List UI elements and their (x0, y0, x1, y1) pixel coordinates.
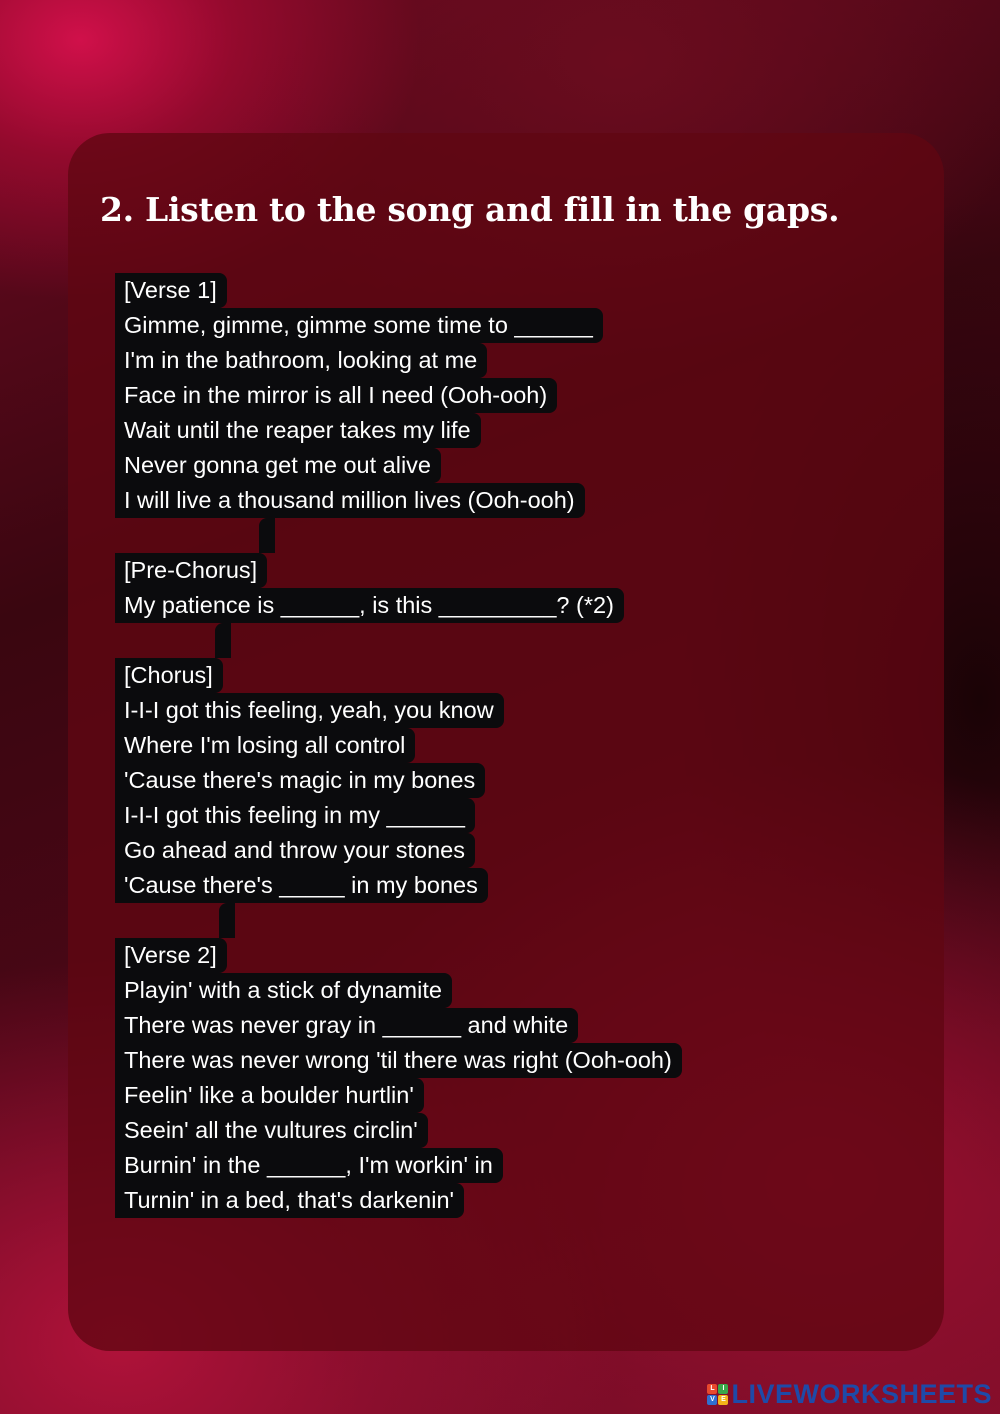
lyric-line: Seein' all the vultures circlin' (115, 1113, 428, 1148)
lyric-line: Feelin' like a boulder hurtlin' (115, 1078, 424, 1113)
lyric-line: [Verse 2] (115, 938, 227, 973)
logo-tile: I (718, 1384, 728, 1394)
logo-tile: E (718, 1395, 728, 1405)
lyric-line: Burnin' in the ______, I'm workin' in (115, 1148, 503, 1183)
lyric-line: Where I'm losing all control (115, 728, 415, 763)
lyric-blank-line (115, 623, 141, 658)
lyric-line: Turnin' in a bed, that's darkenin' (115, 1183, 464, 1218)
lyrics-block (115, 273, 682, 1218)
lyric-line: Face in the mirror is all I need (Ooh-ooh) (115, 378, 557, 413)
lyric-line: There was never gray in ______ and white (115, 1008, 578, 1043)
lyric-line: I will live a thousand million lives (Ooh-ooh) (115, 483, 585, 518)
logo-tile: L (707, 1384, 717, 1394)
lyric-line: 'Cause there's _____ in my bones (115, 868, 488, 903)
lyric-line: [Verse 1] (115, 273, 227, 308)
liveworksheets-watermark (707, 1379, 992, 1410)
lyric-line: Playin' with a stick of dynamite (115, 973, 452, 1008)
lyric-line: Gimme, gimme, gimme some time to ______ (115, 308, 603, 343)
lyric-line: Never gonna get me out alive (115, 448, 441, 483)
lyric-line: My patience is ______, is this _________? (*2) (115, 588, 624, 623)
logo-tile: V (707, 1395, 717, 1405)
lyric-line: Go ahead and throw your stones (115, 833, 475, 868)
lyric-line: [Chorus] (115, 658, 223, 693)
lyric-line: Wait until the reaper takes my life (115, 413, 481, 448)
exercise-title: 2. Listen to the song and fill in the gaps. (100, 190, 840, 229)
lyric-line: There was never wrong 'til there was right (Ooh-ooh) (115, 1043, 682, 1078)
lyric-line: I-I-I got this feeling, yeah, you know (115, 693, 504, 728)
lyric-line: [Pre-Chorus] (115, 553, 267, 588)
lyric-gap-backdrop (259, 518, 275, 553)
lyric-line: I-I-I got this feeling in my ______ (115, 798, 475, 833)
lyric-gap-backdrop (219, 903, 235, 938)
lyric-blank-line (115, 518, 141, 553)
lyric-line: 'Cause there's magic in my bones (115, 763, 485, 798)
liveworksheets-logo-icon (707, 1384, 728, 1405)
lyric-gap-backdrop (215, 623, 231, 658)
brand-name: LIVEWORKSHEETS (731, 1379, 992, 1409)
lyric-line: I'm in the bathroom, looking at me (115, 343, 487, 378)
lyric-blank-line (115, 903, 141, 938)
